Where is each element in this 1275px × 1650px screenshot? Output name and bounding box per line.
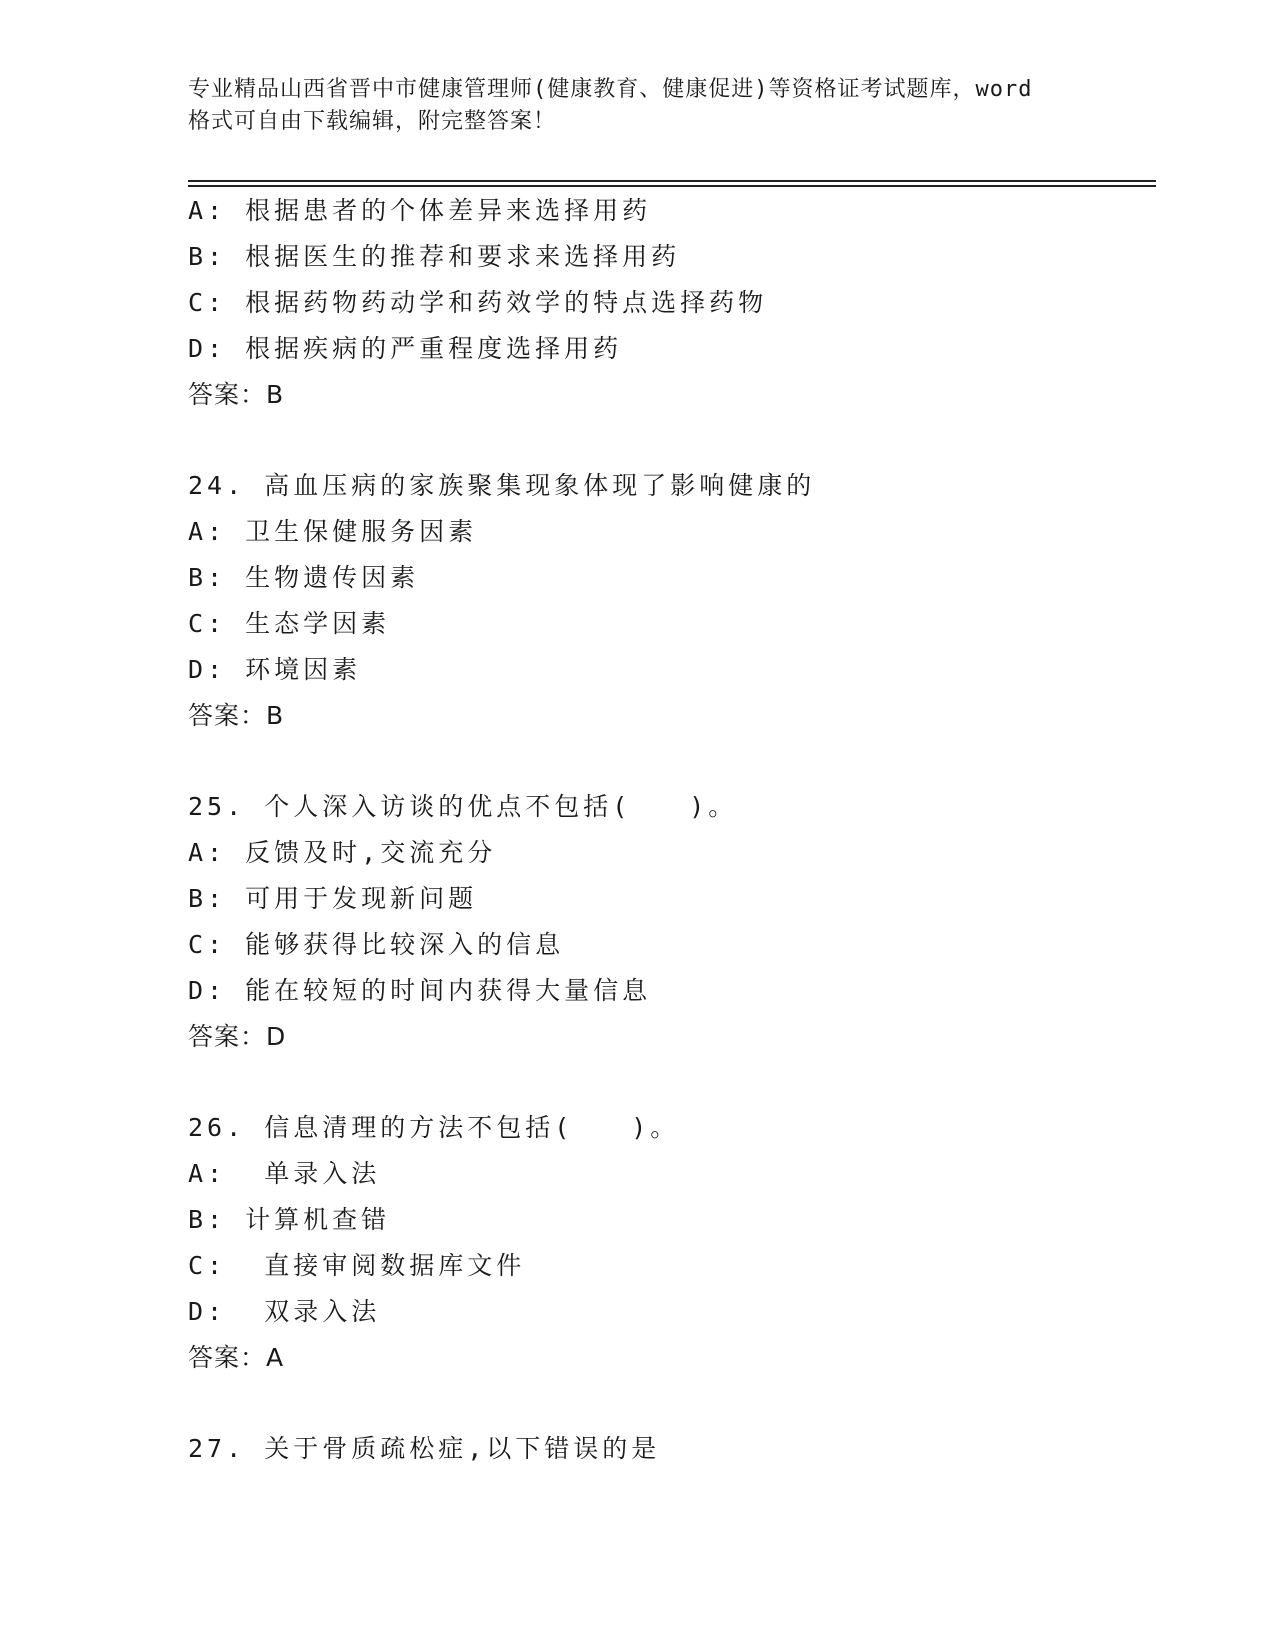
header-divider-top bbox=[188, 180, 1156, 182]
option-b: B: 可用于发现新问题 bbox=[188, 884, 478, 913]
option-c: C: 根据药物药动学和药效学的特点选择药物 bbox=[188, 288, 768, 317]
option-d: D: 能在较短的时间内获得大量信息 bbox=[188, 976, 652, 1005]
question-text: 24. 高血压病的家族聚集现象体现了影响健康的 bbox=[188, 471, 816, 500]
question-spacer bbox=[188, 418, 1156, 463]
option-b: B: 计算机查错 bbox=[188, 1205, 391, 1234]
option-d: D: 双录入法 bbox=[188, 1297, 381, 1326]
header-line-2: 格式可自由下载编辑，附完整答案！ bbox=[188, 109, 557, 134]
option-b: B: 根据医生的推荐和要求来选择用药 bbox=[188, 242, 681, 271]
question-text: 27. 关于骨质疏松症,以下错误的是 bbox=[188, 1434, 661, 1463]
answer-line: 答案：A bbox=[188, 1343, 285, 1372]
question-spacer bbox=[188, 739, 1156, 784]
header-divider-bottom bbox=[188, 185, 1156, 187]
question-text: 25. 个人深入访谈的优点不包括( )。 bbox=[188, 792, 738, 821]
option-a: A: 根据患者的个体差异来选择用药 bbox=[188, 196, 652, 225]
question-block-27 bbox=[188, 1426, 1156, 1472]
question-spacer bbox=[188, 1060, 1156, 1105]
option-d: D: 环境因素 bbox=[188, 655, 362, 684]
question-list bbox=[188, 188, 1156, 1472]
option-a: A: 卫生保健服务因素 bbox=[188, 517, 478, 546]
option-a: A: 反馈及时,交流充分 bbox=[188, 838, 497, 867]
option-c: C: 生态学因素 bbox=[188, 609, 391, 638]
question-block-23 bbox=[188, 188, 1156, 418]
question-text: 26. 信息清理的方法不包括( )。 bbox=[188, 1113, 680, 1142]
option-a: A: 单录入法 bbox=[188, 1159, 381, 1188]
answer-line: 答案：B bbox=[188, 701, 285, 730]
option-d: D: 根据疾病的严重程度选择用药 bbox=[188, 334, 623, 363]
answer-line: 答案：D bbox=[188, 1022, 287, 1051]
option-c: C: 能够获得比较深入的信息 bbox=[188, 930, 565, 959]
header-line-1: 专业精品山西省晋中市健康管理师(健康教育、健康促进)等资格证考试题库，word bbox=[188, 77, 1033, 102]
question-block-24 bbox=[188, 463, 1156, 739]
option-c: C: 直接审阅数据库文件 bbox=[188, 1251, 526, 1280]
answer-line: 答案：B bbox=[188, 380, 285, 409]
document-header bbox=[188, 74, 1088, 138]
question-spacer bbox=[188, 1381, 1156, 1426]
question-block-26 bbox=[188, 1105, 1156, 1381]
question-block-25 bbox=[188, 784, 1156, 1060]
option-b: B: 生物遗传因素 bbox=[188, 563, 420, 592]
